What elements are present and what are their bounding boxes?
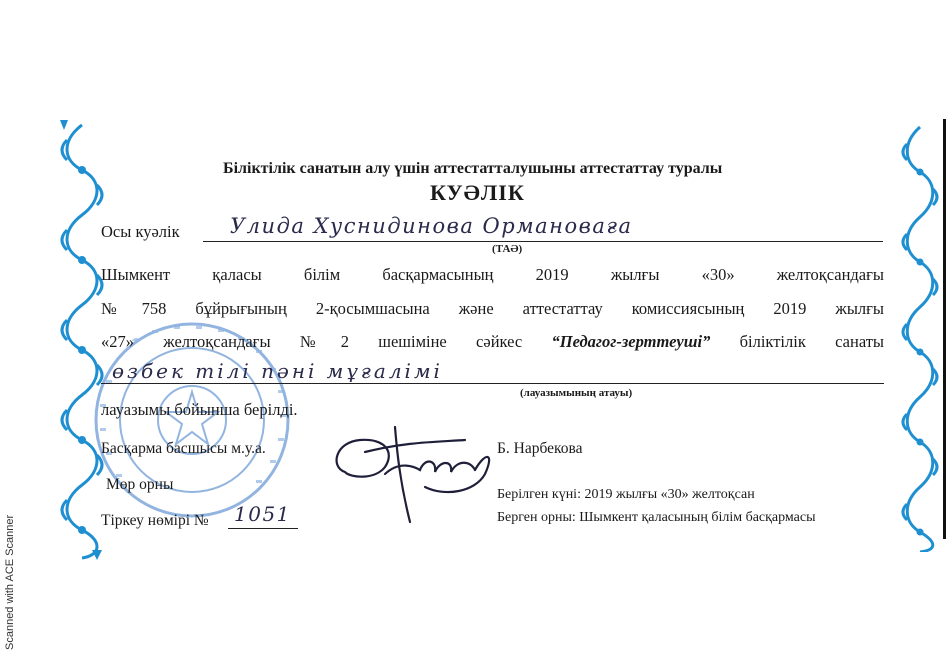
body-line-1: Шымкент қаласы білім басқармасының 2019 жылғы «30» желтоқсандағы xyxy=(101,265,884,284)
body-line-4: лауазымы бойынша берілді. xyxy=(101,400,298,419)
issued-to-label: Осы куәлік xyxy=(101,222,180,241)
issued-place: Берген орны: Шымкент қаласының білім басқармасы xyxy=(497,510,816,525)
registration-label: Тіркеу нөмірі № xyxy=(101,512,209,529)
seal-label: Мөр орны xyxy=(106,476,174,493)
body-line-2: №758 бұйрығының 2-қосымшасына және аттестаттау комиссиясының 2019 жылғы xyxy=(101,299,884,318)
body-line-3-end: біліктілік санаты xyxy=(739,332,885,351)
scanner-watermark: Scanned with ACE Scanner xyxy=(4,514,16,650)
qualification-category: “Педагог-зерттеуші” xyxy=(551,332,711,351)
document-title: Біліктілік санатын алу үшін аттестатталушыны аттестаттау туралы xyxy=(223,160,723,177)
recipient-name: Улида Хуснидинова Ормановаға xyxy=(230,214,633,238)
document-heading: КУӘЛІК xyxy=(430,180,525,205)
name-caption: (ТАӘ) xyxy=(492,243,523,255)
registration-number: 1051 xyxy=(234,502,291,526)
scan-edge-bar xyxy=(943,119,946,539)
position-caption: (лауазымының атауы) xyxy=(520,387,633,399)
signature xyxy=(325,412,500,527)
issued-date: Берілген күні: 2019 жылғы «30» желтоқсан xyxy=(497,487,755,502)
head-label: Басқарма басшысы м.у.а. xyxy=(101,440,266,457)
right-ornament-border xyxy=(895,122,945,552)
body-line-3 xyxy=(101,332,884,352)
head-name: Б. Нарбекова xyxy=(497,440,583,457)
name-underline xyxy=(203,241,883,242)
registration-underline xyxy=(228,528,298,529)
body-line-3-start: «27» желтоқсандағы №2 шешіміне сәйкес xyxy=(101,332,523,351)
position-handwritten: өзбек тілі пәні мұғалімі xyxy=(112,359,443,383)
position-underline xyxy=(101,383,884,384)
